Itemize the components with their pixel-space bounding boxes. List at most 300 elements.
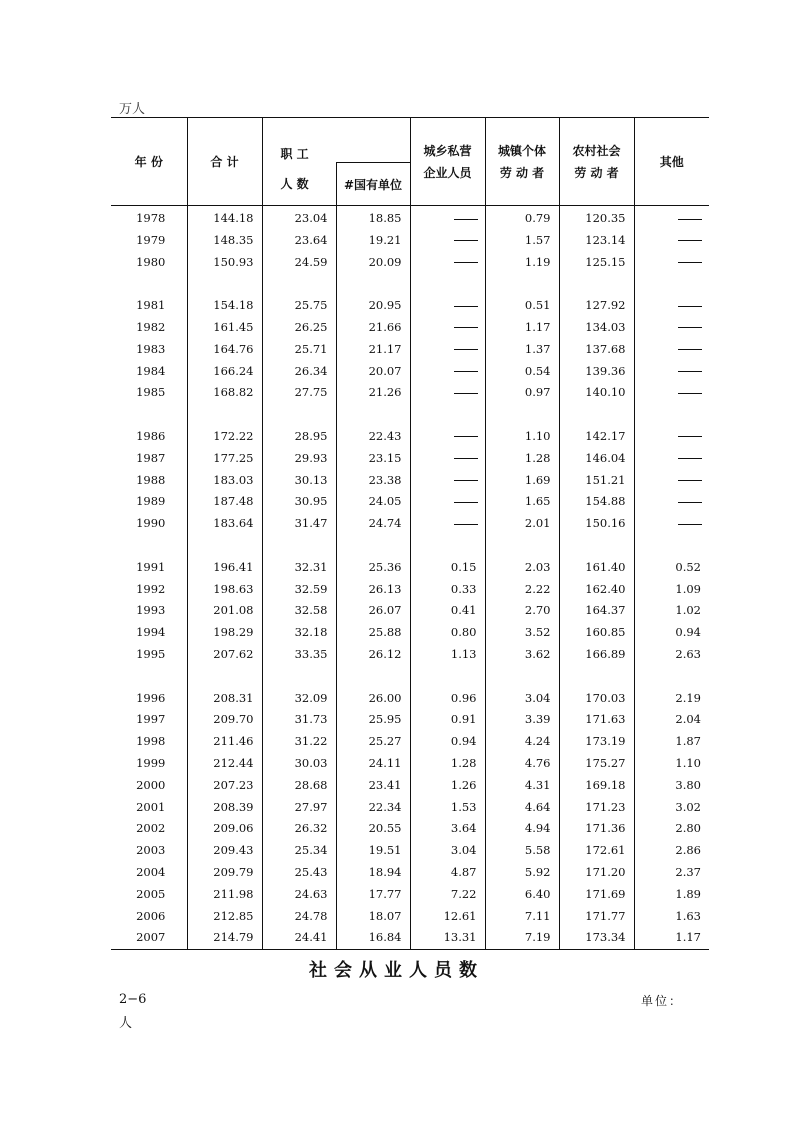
cell-state: 22.34 [336,797,410,819]
header-rural [559,118,634,206]
cell-state: 21.26 [336,382,410,404]
header-private-line2: 企业人员 [423,165,472,180]
spacer-cell [559,666,634,688]
dash-placeholder [454,349,478,350]
cell-staff: 33.35 [262,644,336,666]
spacer-cell [187,404,262,426]
cell-other [634,317,709,339]
cell-staff: 28.68 [262,775,336,797]
dash-placeholder [678,262,702,263]
cell-year: 1989 [136,494,166,509]
cell-rural: 123.14 [559,230,634,252]
cell-individual: 0.51 [485,295,559,317]
spacer-cell [485,404,559,426]
cell-year: 1995 [136,646,166,661]
spacer-cell [634,666,709,688]
table-row [111,361,709,383]
cell-total: 144.18 [187,206,262,230]
cell-rural: 154.88 [559,491,634,513]
cell-year: 1997 [136,712,166,727]
cell-rural: 171.20 [559,862,634,884]
unit-label: 单位： [641,994,684,1008]
cell-total: 196.41 [187,557,262,579]
cell-other [634,295,709,317]
cell-state: 23.38 [336,470,410,492]
cell-year: 2003 [136,843,166,858]
cell-total: 211.46 [187,731,262,753]
spacer-cell [336,273,410,295]
dash-placeholder [678,436,702,437]
table-row [111,252,709,274]
cell-individual: 2.03 [485,557,559,579]
cell-total: 207.23 [187,775,262,797]
cell-total: 209.06 [187,818,262,840]
cell-private: 3.64 [410,818,485,840]
cell-individual: 0.97 [485,382,559,404]
cell-other: 1.63 [634,906,709,928]
table-row [111,206,709,230]
cell-individual: 2.01 [485,513,559,535]
cell-state: 25.95 [336,709,410,731]
cell-year: 2005 [136,886,166,901]
spacer-cell [111,535,187,557]
cell-total: 201.08 [187,600,262,622]
cell-rural: 166.89 [559,644,634,666]
cell-total: 212.85 [187,906,262,928]
dash-placeholder [678,240,702,241]
table-row [111,600,709,622]
cell-state: 20.95 [336,295,410,317]
cell-year: 1983 [136,341,166,356]
cell-total: 198.63 [187,579,262,601]
dash-placeholder [678,480,702,481]
cell-year: 1980 [136,254,166,269]
cell-state: 20.09 [336,252,410,274]
table-row [111,382,709,404]
cell-rural: 150.16 [559,513,634,535]
cell-staff: 31.22 [262,731,336,753]
spacer-cell [111,666,187,688]
cell-individual: 3.52 [485,622,559,644]
dash-placeholder [678,393,702,394]
cell-rural: 164.37 [559,600,634,622]
spacer-cell [336,535,410,557]
cell-year: 1981 [136,298,166,313]
cell-total: 208.39 [187,797,262,819]
header-private [410,118,485,206]
cell-state: 25.88 [336,622,410,644]
dash-placeholder [454,219,478,220]
table-row [111,622,709,644]
spacer-cell [187,535,262,557]
table-row [111,579,709,601]
cell-total: 209.79 [187,862,262,884]
cell-individual: 4.64 [485,797,559,819]
dash-placeholder [454,327,478,328]
cell-individual: 1.10 [485,426,559,448]
cell-year: 2001 [136,799,166,814]
cell-rural: 137.68 [559,339,634,361]
cell-year: 1991 [136,559,166,574]
employment-table [111,117,709,950]
cell-staff: 23.04 [262,206,336,230]
group-spacer [111,273,709,295]
table-row [111,818,709,840]
table-row [111,644,709,666]
cell-private: 0.41 [410,600,485,622]
cell-other [634,470,709,492]
cell-private: 1.26 [410,775,485,797]
cell-other [634,230,709,252]
dash-placeholder [678,524,702,525]
cell-total: 183.03 [187,470,262,492]
table-row [111,317,709,339]
cell-staff: 25.43 [262,862,336,884]
cell-other [634,513,709,535]
cell-other: 2.37 [634,862,709,884]
cell-state: 23.41 [336,775,410,797]
cell-rural: 173.19 [559,731,634,753]
dash-placeholder [678,219,702,220]
cell-year: 1992 [136,581,166,596]
cell-total: 161.45 [187,317,262,339]
cell-year: 1988 [136,472,166,487]
cell-private [410,470,485,492]
cell-private [410,448,485,470]
cell-individual: 1.69 [485,470,559,492]
cell-staff: 26.32 [262,818,336,840]
cell-staff: 24.78 [262,906,336,928]
cell-year: 1986 [136,428,166,443]
cell-state: 18.94 [336,862,410,884]
spacer-cell [410,666,485,688]
cell-state: 21.17 [336,339,410,361]
cell-year: 1978 [136,211,166,225]
cell-other: 2.63 [634,644,709,666]
cell-year: 1993 [136,603,166,618]
header-year: 年 份 [111,118,187,206]
group-spacer [111,404,709,426]
cell-total: 164.76 [187,339,262,361]
cell-staff: 24.41 [262,927,336,949]
dash-placeholder [454,393,478,394]
cell-total: 211.98 [187,884,262,906]
table-row [111,862,709,884]
cell-state: 21.66 [336,317,410,339]
cell-other [634,206,709,230]
cell-rural: 171.23 [559,797,634,819]
header-private-line1: 城乡私营 [423,143,472,158]
cell-staff: 31.47 [262,513,336,535]
table-row [111,470,709,492]
cell-individual: 4.76 [485,753,559,775]
table-row [111,927,709,949]
cell-state: 26.00 [336,688,410,710]
cell-rural: 170.03 [559,688,634,710]
cell-other [634,426,709,448]
cell-state: 24.05 [336,491,410,513]
cell-individual: 5.92 [485,862,559,884]
table-row [111,295,709,317]
cell-private [410,491,485,513]
cell-year: 2000 [136,777,166,792]
cell-rural: 120.35 [559,206,634,230]
cell-private: 7.22 [410,884,485,906]
cell-individual: 5.58 [485,840,559,862]
table-row [111,339,709,361]
table-row [111,709,709,731]
cell-rural: 175.27 [559,753,634,775]
cell-individual: 7.11 [485,906,559,928]
table-code: 2−6 [119,992,147,1007]
spacer-cell [634,404,709,426]
cell-staff: 23.64 [262,230,336,252]
cell-individual: 1.37 [485,339,559,361]
cell-rural: 171.69 [559,884,634,906]
cell-total: 168.82 [187,382,262,404]
cell-rural: 151.21 [559,470,634,492]
cell-year: 2002 [136,821,166,836]
dash-placeholder [678,458,702,459]
header-other: 其他 [634,118,709,206]
table-row [111,557,709,579]
cell-rural: 171.77 [559,906,634,928]
cell-state: 18.07 [336,906,410,928]
cell-total: 172.22 [187,426,262,448]
cell-rural: 127.92 [559,295,634,317]
cell-private [410,317,485,339]
cell-private [410,230,485,252]
cell-other [634,448,709,470]
cell-total: 166.24 [187,361,262,383]
cell-staff: 27.97 [262,797,336,819]
cell-staff: 28.95 [262,426,336,448]
cell-individual: 4.94 [485,818,559,840]
dash-placeholder [454,524,478,525]
cell-individual: 1.65 [485,491,559,513]
cell-private [410,295,485,317]
cell-private [410,339,485,361]
cell-year: 2006 [136,908,166,923]
spacer-cell [336,404,410,426]
cell-total: 209.70 [187,709,262,731]
cell-other: 1.17 [634,927,709,949]
header-rural-line2: 劳 动 者 [574,165,619,180]
cell-private: 0.80 [410,622,485,644]
cell-other: 1.09 [634,579,709,601]
cell-staff: 32.18 [262,622,336,644]
cell-private: 1.28 [410,753,485,775]
cell-total: 198.29 [187,622,262,644]
header-rural-line1: 农村社会 [572,143,621,158]
spacer-cell [336,666,410,688]
table-row [111,840,709,862]
spacer-cell [410,273,485,295]
cell-total: 208.31 [187,688,262,710]
cell-private: 0.33 [410,579,485,601]
cell-state: 23.15 [336,448,410,470]
cell-staff: 31.73 [262,709,336,731]
spacer-cell [262,666,336,688]
cell-private [410,426,485,448]
spacer-cell [111,404,187,426]
cell-other: 1.87 [634,731,709,753]
cell-private: 0.91 [410,709,485,731]
spacer-cell [634,273,709,295]
cell-staff: 30.95 [262,491,336,513]
cell-other: 2.04 [634,709,709,731]
cell-state: 19.51 [336,840,410,862]
cell-individual: 3.04 [485,688,559,710]
cell-staff: 25.34 [262,840,336,862]
cell-state: 24.74 [336,513,410,535]
cell-year: 1990 [136,516,166,531]
cell-individual: 2.22 [485,579,559,601]
cell-year: 1982 [136,319,166,334]
cell-other: 0.94 [634,622,709,644]
cell-staff: 32.09 [262,688,336,710]
table-row [111,426,709,448]
header-individual [485,118,559,206]
header-individual-line1: 城镇个体 [497,143,546,158]
cell-other [634,491,709,513]
spacer-cell [559,404,634,426]
cell-rural: 172.61 [559,840,634,862]
cell-state: 17.77 [336,884,410,906]
cell-other: 1.89 [634,884,709,906]
cell-year: 1999 [136,755,166,770]
cell-private: 12.61 [410,906,485,928]
cell-state: 19.21 [336,230,410,252]
cell-private: 4.87 [410,862,485,884]
cell-staff: 25.71 [262,339,336,361]
cell-rural: 142.17 [559,426,634,448]
cell-other [634,382,709,404]
cell-other: 1.02 [634,600,709,622]
cell-year: 1998 [136,734,166,749]
table-row [111,513,709,535]
cell-rural: 146.04 [559,448,634,470]
cell-staff: 26.25 [262,317,336,339]
cell-staff: 27.75 [262,382,336,404]
spacer-cell [262,273,336,295]
cell-rural: 134.03 [559,317,634,339]
spacer-cell [485,666,559,688]
table-row [111,491,709,513]
dash-placeholder [454,240,478,241]
cell-year: 1985 [136,385,166,400]
cell-year: 2004 [136,864,166,879]
cell-staff: 30.03 [262,753,336,775]
cell-other: 2.86 [634,840,709,862]
spacer-cell [485,273,559,295]
cell-total: 148.35 [187,230,262,252]
cell-state: 22.43 [336,426,410,448]
spacer-cell [410,404,485,426]
dash-placeholder [454,502,478,503]
cell-individual: 4.31 [485,775,559,797]
spacer-cell [262,535,336,557]
unit-label-bottom: 人 [119,1016,133,1031]
cell-total: 150.93 [187,252,262,274]
table-row [111,775,709,797]
group-spacer [111,666,709,688]
cell-individual: 1.19 [485,252,559,274]
cell-total: 207.62 [187,644,262,666]
dash-placeholder [678,327,702,328]
cell-rural: 161.40 [559,557,634,579]
cell-private: 13.31 [410,927,485,949]
cell-staff: 29.93 [262,448,336,470]
cell-private: 1.13 [410,644,485,666]
cell-other: 0.52 [634,557,709,579]
cell-private [410,382,485,404]
cell-individual: 7.19 [485,927,559,949]
unit-label-top: 万人 [119,102,146,117]
cell-staff: 30.13 [262,470,336,492]
cell-state: 26.07 [336,600,410,622]
cell-total: 177.25 [187,448,262,470]
cell-year: 1996 [136,690,166,705]
dash-placeholder [678,371,702,372]
header-individual-line2: 劳 动 者 [499,165,545,180]
cell-individual: 3.62 [485,644,559,666]
cell-year: 1984 [136,363,166,378]
spacer-cell [634,535,709,557]
cell-state: 25.36 [336,557,410,579]
cell-staff: 26.34 [262,361,336,383]
dash-placeholder [454,480,478,481]
group-spacer [111,535,709,557]
cell-individual: 1.17 [485,317,559,339]
cell-individual: 3.39 [485,709,559,731]
table-row [111,448,709,470]
spacer-cell [187,666,262,688]
header-total: 合 计 [187,118,262,206]
cell-state: 20.55 [336,818,410,840]
table-row [111,753,709,775]
cell-state: 16.84 [336,927,410,949]
spacer-cell [187,273,262,295]
dash-placeholder [454,306,478,307]
spacer-cell [410,535,485,557]
cell-individual: 4.24 [485,731,559,753]
dash-placeholder [454,436,478,437]
header-staff-line1: 职 工 [262,118,410,163]
table-row [111,731,709,753]
table-row [111,797,709,819]
cell-year: 1994 [136,625,166,640]
cell-private: 0.94 [410,731,485,753]
cell-rural: 162.40 [559,579,634,601]
cell-staff: 24.59 [262,252,336,274]
cell-individual: 0.79 [485,206,559,230]
cell-state: 26.12 [336,644,410,666]
cell-rural: 160.85 [559,622,634,644]
cell-rural: 125.15 [559,252,634,274]
cell-total: 214.79 [187,927,262,949]
table-row [111,230,709,252]
cell-other [634,339,709,361]
cell-state: 25.27 [336,731,410,753]
spacer-cell [111,273,187,295]
cell-private: 1.53 [410,797,485,819]
table-title: 社会从业人员数 [309,960,484,981]
cell-private [410,361,485,383]
cell-private: 3.04 [410,840,485,862]
cell-total: 183.64 [187,513,262,535]
cell-other: 1.10 [634,753,709,775]
